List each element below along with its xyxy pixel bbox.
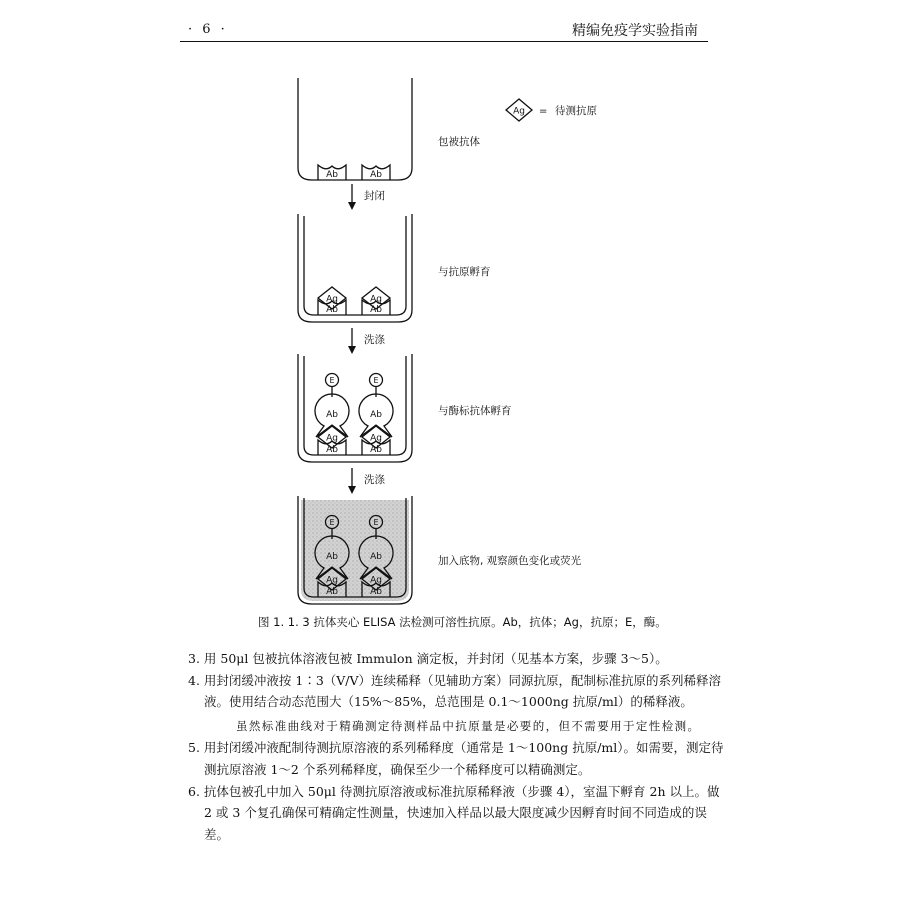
enzyme-label: E [373,376,379,385]
microtiter-well [298,214,412,322]
page-number: · 6 · [188,22,228,37]
enzyme-label: E [329,376,335,385]
well-inner-wall [304,356,406,455]
step-label: 与酶标抗体孵育 [438,405,512,417]
legend-equals: = [539,106,548,117]
ab-label: Ab [326,552,338,562]
step-label: 包被抗体 [438,136,480,148]
ag-label: Ag [370,575,382,586]
step-5: 5. 用封闭缓冲液配制待测抗原溶液的系列稀释度（通常是 1～100ng 抗原/ml）。如需要，测定待测抗原溶液 1～2 个系列稀释度，确保至少一个稀释度可以精确测定。 [188,740,724,777]
step-label: 与抗原孵育 [438,266,491,278]
arrow-label: 封闭 [364,190,385,202]
ag-label: Ag [370,433,382,444]
well-outer-wall [298,214,412,322]
ab-label: Ab [326,170,338,180]
arrow-head [348,486,356,494]
step-4-note: 虽然标准曲线对于精确测定待测样品中抗原量是必要的，但不需要用于定性检测。 [236,718,701,733]
step-6: 6. 抗体包被孔中加入 50μl 待测抗原溶液或标准抗原稀释液（步骤 4），室温下孵育 2h 以上。做 2 或 3 个复孔确保可精确定性测量，快速加入样品以最大限度减少因孵育时间不同造成的误差。 [188,783,720,842]
enzyme-label: E [329,518,335,527]
arrow-label: 洗涤 [364,334,385,346]
figure-caption: 图 1. 1. 3 抗体夹心 ELISA 法检测可溶性抗原。Ab，抗体；Ag，抗原；E，酶。 [258,615,667,629]
ab-label: Ab [326,305,338,315]
enzyme-label: E [373,518,379,527]
ab-label: Ab [326,410,338,420]
arrow-label: 洗涤 [364,474,385,486]
enzyme-labeled-antibody [359,374,393,438]
book-title: 精编免疫学实验指南 [572,23,698,39]
ag-label: Ag [326,575,338,586]
ag-label: Ag [370,294,382,305]
well-inner-wall [304,216,406,315]
arrow-head [348,346,356,354]
protocol-steps [188,648,728,845]
arrow-head [348,202,356,210]
legend-symbol-label: Ag [513,106,525,117]
step-3: 3. 用 50μl 包被抗体溶液包被 Immulon 滴定板，并封闭（见基本方案，步骤 3～5）。 [188,651,668,666]
well-outer-wall [298,78,412,180]
enzyme-labeled-antibody [315,374,349,438]
ab-label: Ab [326,445,338,455]
ab-label: Ab [370,305,382,315]
step-4: 4. 用封闭缓冲液按 1∶3（V/V）连续稀释（见辅助方案）同源抗原，配制标准抗原的系列稀释溶液。使用结合动态范围大（15%～85%，总范围是 0.1～1000ng 抗原/ml）的稀释液。 [188,672,722,710]
capture-antibody [318,165,346,180]
ag-label: Ag [326,294,338,305]
ab-label: Ab [370,552,382,562]
ab-label: Ab [370,587,382,597]
microtiter-well [298,78,412,180]
capture-antibody [362,165,390,180]
ab-label: Ab [370,410,382,420]
ab-label: Ab [370,445,382,455]
ab-label: Ab [370,170,382,180]
legend [506,99,597,121]
legend-text: 待测抗原 [555,105,597,117]
step-label: 加入底物, 观察颜色变化或荧光 [438,555,582,567]
ab-label: Ab [326,587,338,597]
ag-label: Ag [326,433,338,444]
